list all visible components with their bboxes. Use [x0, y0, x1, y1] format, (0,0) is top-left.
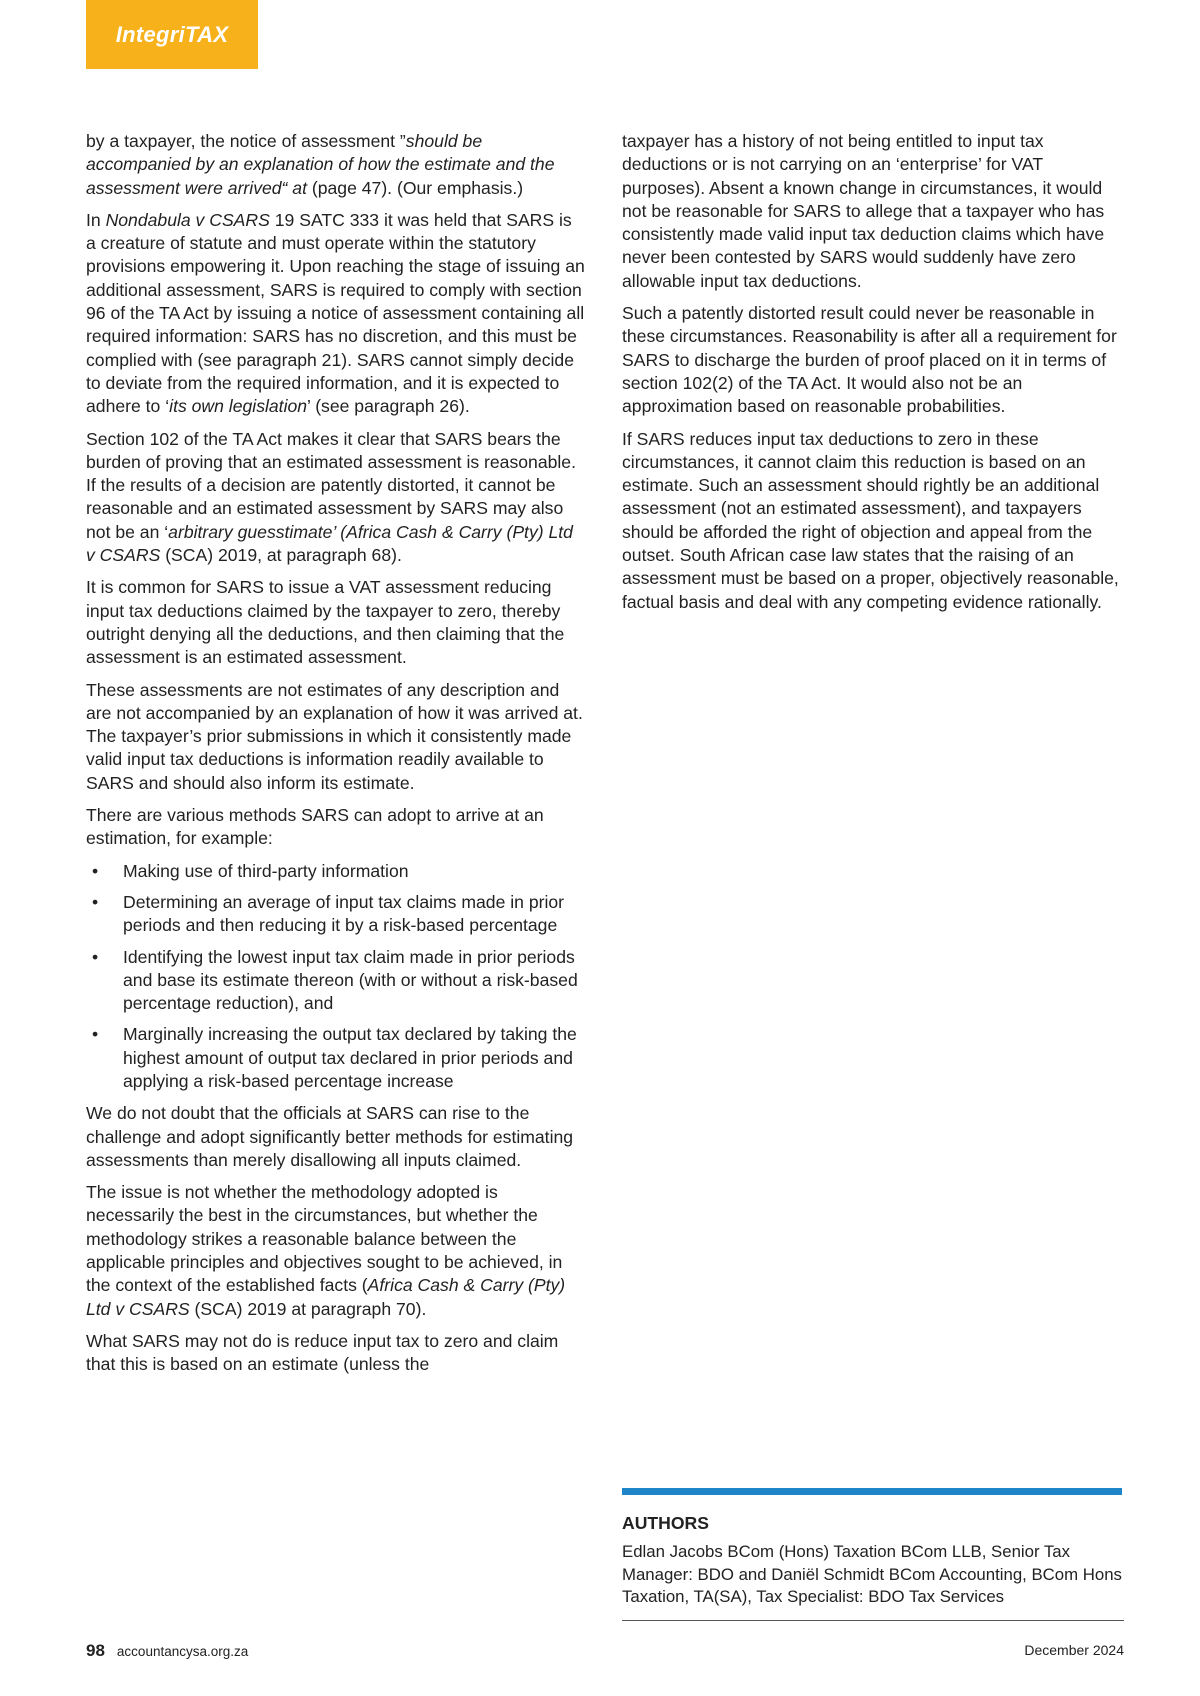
authors-divider-bar — [622, 1488, 1122, 1495]
paragraph: by a taxpayer, the notice of assessment ”should be accompanied by an explanation of how the estimate and the assessment were arrived“ at (page 47). (Our emphasis.) — [86, 131, 555, 198]
footer-left — [86, 1641, 248, 1661]
list-item: • Determining an average of input tax claims made in prior periods and then reducing it by a risk-based percentage — [92, 891, 565, 936]
bullet-icon: • — [92, 946, 99, 967]
paragraph: We do not doubt that the officials at SARS can rise to the challenge and adopt significantly better methods for estimating assessments than merely disallowing all inputs claimed. — [86, 1103, 574, 1170]
paragraph: It is common for SARS to issue a VAT assessment reducing input tax deductions claimed by the taxpayer to zero, thereby outright denying all the deductions, and then claiming that the assessment is an estimated assessment. — [86, 577, 565, 668]
paragraph: There are various methods SARS can adopt to arrive at an estimation, for example: — [86, 805, 544, 849]
paragraph: In Nondabula v CSARS 19 SATC 333 it was held that SARS is a creature of statute and must operate within the statutory provisions empowering it. Upon reaching the stage of issuing an additional assessment, SARS is required to comply with section 96 of the TA Act by issuing a notice of assessment containing all required information: SARS has no discretion, and this must be complied with (see paragraph 21). SARS cannot simply decide to deviate from the required information, and it is expected to adhere to ‘its own legislation’ (see paragraph 26). — [86, 209, 585, 417]
authors-heading: AUTHORS — [622, 1513, 709, 1533]
bullet-icon: • — [92, 860, 99, 881]
authors-text: Edlan Jacobs BCom (Hons) Taxation BCom LLB, Senior Tax Manager: BDO and Daniël Schmidt BCom Accounting, BCom Hons Taxation, TA(SA), Tax Specialist: BDO Tax Services — [622, 1542, 1122, 1607]
issue-date: December 2024 — [1024, 1642, 1124, 1658]
logo-text: IntegriTAX — [115, 21, 229, 47]
methods-list — [86, 860, 586, 1094]
website-link[interactable]: accountancysa.org.za — [116, 1644, 249, 1659]
page-number: 98 — [86, 1641, 105, 1660]
list-item: • Making use of third-party information — [86, 860, 586, 883]
list-item: • Identifying the lowest input tax claim made in prior periods and base its estimate thereon (with or without a risk-based percentage reduction), and — [92, 946, 578, 1014]
paragraph: Section 102 of the TA Act makes it clear that SARS bears the burden of proving that an estimated assessment is reasonable. If the results of a decision are patently distorted, it cannot be reasonable and an estimated assessment by SARS may also not be an ‘arbitrary guesstimate’ (Africa Cash & Carry (Pty) Ltd v CSARS (SCA) 2019, at paragraph 68). — [86, 428, 576, 566]
list-item: • Marginally increasing the output tax declared by taking the highest amount of output tax declared in prior periods and applying a risk-based percentage increase — [92, 1024, 577, 1091]
bullet-icon: • — [92, 1024, 99, 1045]
paragraph: Such a patently distorted result could never be reasonable in these circumstances. Reasonability is after all a requirement for SARS to discharge the burden of proof placed on it in terms of section 102(2) of the TA Act. It would also not be an approximation based on reasonable probabilities. — [622, 303, 1117, 417]
right-column — [622, 130, 1122, 623]
paragraph: If SARS reduces input tax deductions to zero in these circumstances, it cannot claim this reduction is based on an estimate. Such an assessment should rightly be an additional assessment (not an estimated assessment), and taxpayers should be afforded the right of objection and appeal from the outset. South African case law states that the raising of an assessment must be based on a proper, objectively reasonable, factual basis and deal with any competing evidence rationally. — [622, 428, 1119, 612]
paragraph: These assessments are not estimates of any description and are not accompanied by an explanation of how it was arrived at. The taxpayer’s prior submissions in which it consistently made valid input tax deductions is information readily available to SARS and should also inform its estimate. — [86, 679, 583, 793]
paragraph: taxpayer has a history of not being entitled to input tax deductions or is not carrying on an ‘enterprise’ for VAT purposes). Absent a known change in circumstances, it would not be reasonable for SARS to allege that a taxpayer who has consistently made valid input tax deduction claims which have never been contested by SARS would suddenly have zero allowable input tax deductions. — [622, 131, 1105, 291]
bullet-icon: • — [92, 891, 99, 912]
integritax-logo — [86, 0, 258, 69]
paragraph: The issue is not whether the methodology adopted is necessarily the best in the circumstances, but whether the methodology strikes a reasonable balance between the applicable principles and objectives sought to be achieved, in the context of the established facts (Africa Cash & Carry (Pty) Ltd v CSARS (SCA) 2019 at paragraph 70). — [86, 1182, 566, 1319]
left-column — [86, 130, 586, 1386]
paragraph: What SARS may not do is reduce input tax to zero and claim that this is based on an estimate (unless the — [86, 1330, 559, 1375]
authors-rule — [622, 1620, 1124, 1621]
